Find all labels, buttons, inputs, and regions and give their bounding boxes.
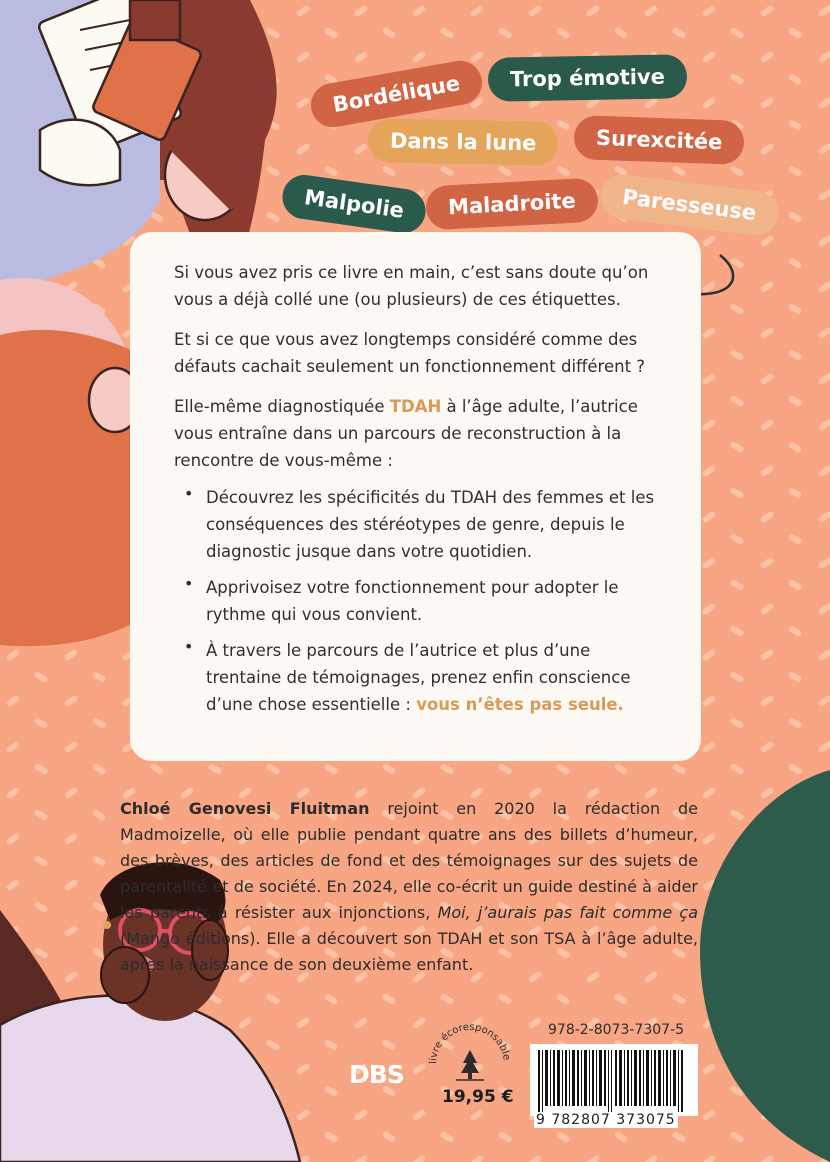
intro-paragraph-3-start: Elle-même diagnostiquée [174, 397, 390, 416]
author-bio [120, 796, 698, 978]
intro-paragraph-1: Si vous avez pris ce livre en main, c’est sans doute qu’on vous a déjà collé une (ou plusieurs) de ces étiquettes. [174, 263, 649, 309]
author-name: Chloé Genovesi Fluitman [120, 799, 370, 818]
label-tag: Dans la lune [368, 118, 559, 165]
bio-text-1: rejoint en 2020 la rédaction de Madmoizelle, où elle publie pendant quatre ans des billets d’humeur, des brèves, des articles de fond et des témoignages sur des sujets de parentalité et de société. En 2024, elle co-écrit un guide destiné à aider les parents à résister aux injonctions, [120, 799, 698, 922]
barcode-number: 9 782807 373075 [536, 1112, 676, 1128]
intro-paragraph-3-end: à l’âge adulte, l’autrice vous entraîne dans un parcours de reconstruction à la rencontre de vous-même : [174, 397, 638, 470]
barcode [530, 1044, 698, 1116]
bullet-dot-icon: • [184, 637, 194, 656]
intro-paragraph-3 [174, 393, 674, 474]
bullet-text: Découvrez les spécificités du TDAH des femmes et les conséquences des stéréotypes de genre, depuis le diagnostic jusque dans votre quotidien. [206, 488, 655, 561]
intro-paragraph-2: Et si ce que vous avez longtemps considéré comme des défauts cachait seulement un fonctionnement différent ? [174, 330, 646, 376]
label-tag: Bordélique [307, 57, 485, 130]
eco-label-text: livre écoresponsable [427, 1021, 512, 1065]
label-tag: Paresseuse [598, 172, 781, 237]
price: 19,95 € [442, 1087, 514, 1107]
bullet-3-text: À travers le parcours de l’autrice et plus d’une trentaine de témoignages, prenez enfin conscience d’une chose essentielle : [206, 641, 631, 714]
label-tag: Trop émotive [488, 54, 688, 101]
bullet-dot-icon: • [184, 484, 194, 503]
not-alone-highlight: vous n’êtes pas seule. [416, 695, 624, 714]
isbn: 978-2-8073-7307-5 [548, 1022, 685, 1038]
label-tag: Maladroite [425, 178, 599, 231]
bio-text-2: (Mango éditions). Elle a découvert son TDAH et son TSA à l’âge adulte, après la naissance de son deuxième enfant. [120, 929, 698, 974]
barcode-icon [530, 1044, 698, 1116]
book-title: Moi, j’aurais pas fait comme ça [437, 903, 698, 922]
bullet-dot-icon: • [184, 574, 194, 593]
tdah-highlight: TDAH [389, 397, 442, 416]
label-tag: Malpolie [280, 172, 429, 236]
publisher-logo: DBS [349, 1060, 404, 1089]
label-tag: Surexcitée [573, 115, 745, 165]
bullet-text [206, 637, 668, 718]
bullet-text: Apprivoisez votre fonctionnement pour adopter le rythme qui vous convient. [206, 578, 619, 624]
